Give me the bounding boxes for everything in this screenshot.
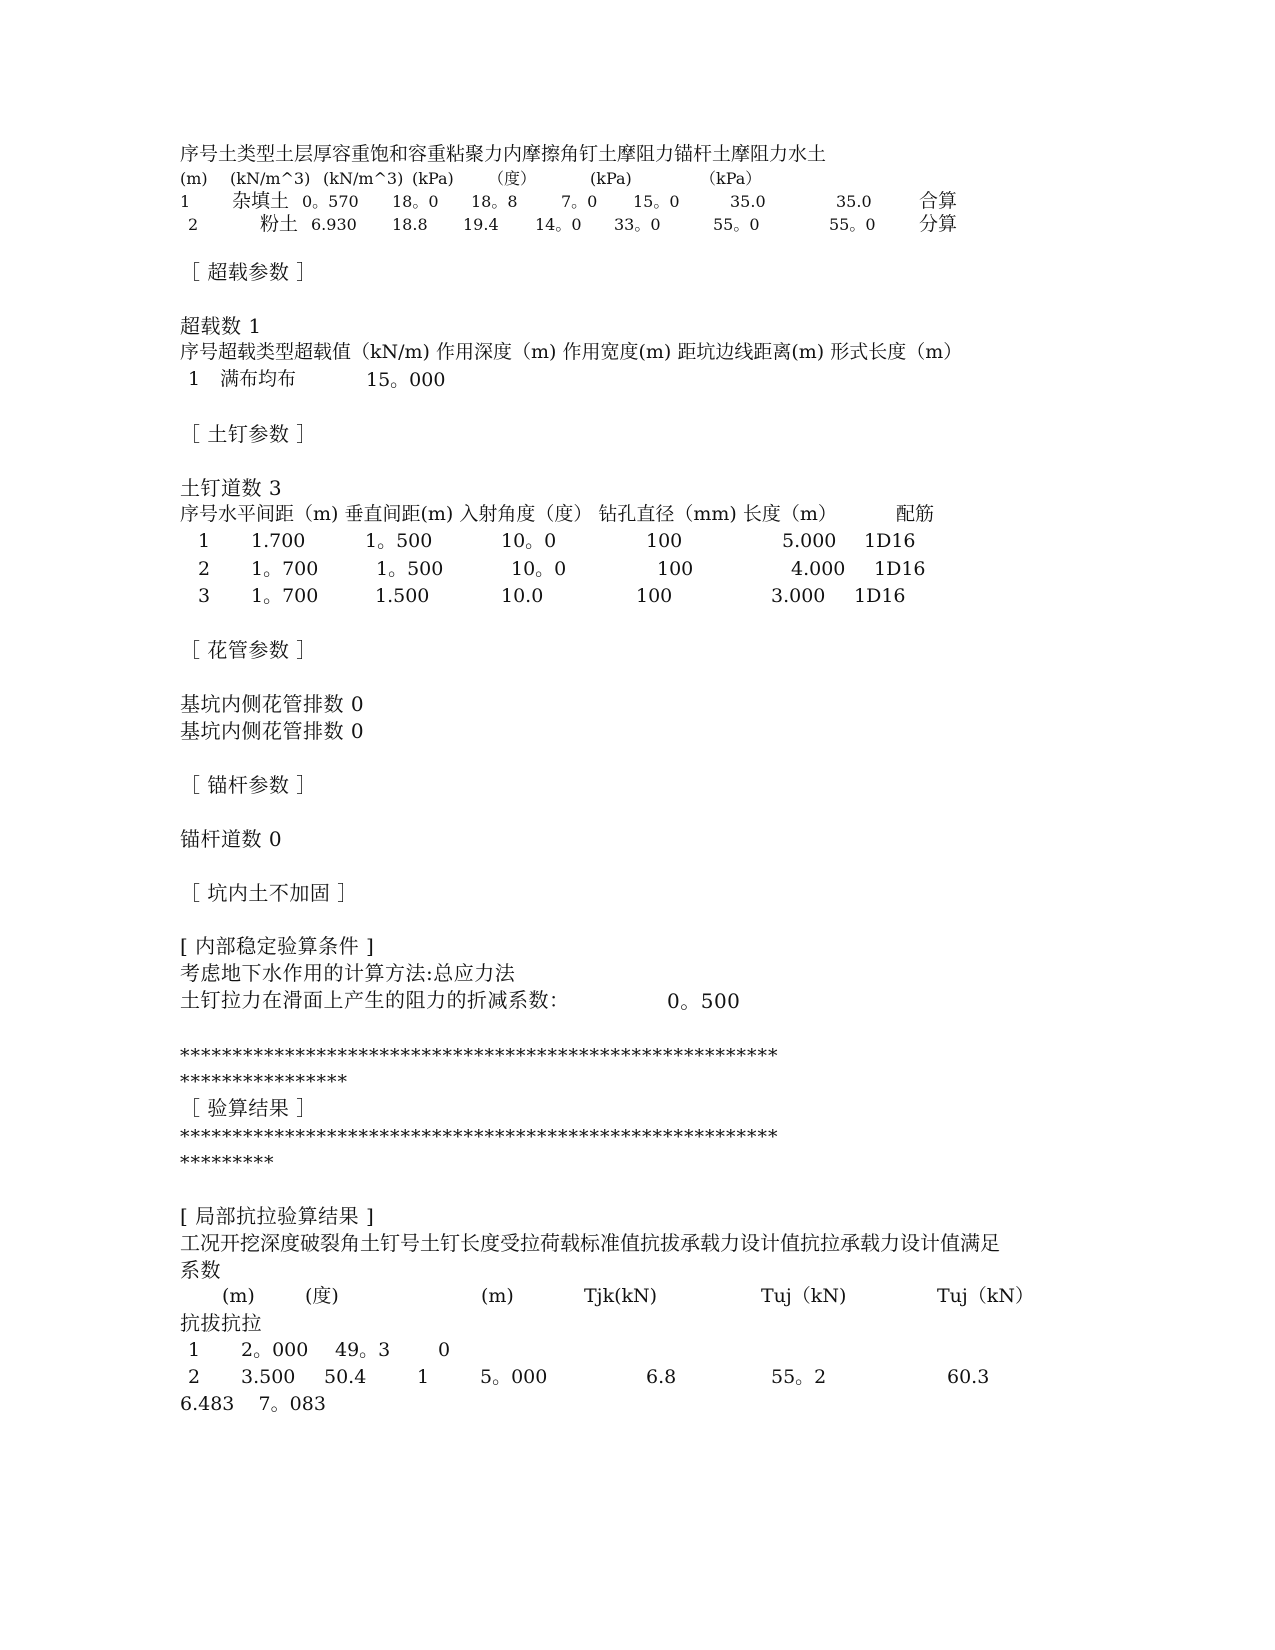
soil-cell: 粉土 <box>260 213 299 235</box>
soil-cell: 0。570 <box>302 192 359 211</box>
nail-cell: 1。500 <box>365 530 433 552</box>
local-cell: 49。3 <box>335 1339 391 1361</box>
local-cell: 3.500 <box>241 1366 296 1388</box>
nail-cell: 100 <box>646 530 683 552</box>
stars-divider: ********************************************************* <box>180 1047 779 1066</box>
local-cell: 0 <box>438 1339 451 1361</box>
local-unit: Tuj（kN) <box>761 1285 847 1307</box>
surcharge-table-header: 序号超载类型超载值（kN/m) 作用深度（m) 作用宽度(m) 距坑边线距离(m) 形式长度（m） <box>180 341 963 363</box>
local-table-header-sub: 抗拔抗拉 <box>180 1311 262 1335</box>
soil-cell: 杂填土 <box>232 190 290 212</box>
local-unit: (m) <box>222 1285 255 1307</box>
nail-cell: 10。0 <box>511 558 567 580</box>
pit-soil-heading: ［ 坑内土不加固 ］ <box>180 881 358 905</box>
nail-cell: 4.000 <box>791 558 846 580</box>
local-cell: 6.8 <box>646 1366 677 1388</box>
nail-heading: ［ 土钉参数 ］ <box>180 422 317 446</box>
stability-reduction-value: 0。500 <box>667 989 741 1013</box>
nail-cell: 1。700 <box>251 558 319 580</box>
anchor-count: 锚杆道数 0 <box>180 827 283 851</box>
nail-cell: 100 <box>657 558 694 580</box>
nail-cell: 1.700 <box>251 530 306 552</box>
stability-heading: [ 内部稳定验算条件 ] <box>180 934 375 958</box>
soil-cell: 7。0 <box>561 192 598 211</box>
stability-method: 考虑地下水作用的计算方法:总应力法 <box>180 961 516 985</box>
soil-cell: 1 <box>180 192 191 211</box>
local-cell: 2 <box>188 1366 201 1388</box>
stars-divider: ********************************************************* <box>180 1128 779 1147</box>
soil-unit: (kPa) <box>412 169 454 188</box>
surcharge-heading: ［ 超载参数 ］ <box>180 260 317 284</box>
soil-cell: 35.0 <box>730 192 766 211</box>
soil-cell: 35.0 <box>836 192 872 211</box>
local-cell: 1 <box>188 1339 201 1361</box>
local-heading: [ 局部抗拉验算结果 ] <box>180 1204 375 1228</box>
soil-cell: 19.4 <box>463 215 499 234</box>
nail-cell: 10。0 <box>501 530 557 552</box>
soil-cell: 33。0 <box>614 215 661 234</box>
nail-cell: 10.0 <box>501 585 544 607</box>
stability-reduction-label: 土钉拉力在滑面上产生的阻力的折减系数： <box>180 988 570 1012</box>
pipe-heading: ［ 花管参数 ］ <box>180 638 317 662</box>
surcharge-cell: 1 <box>188 368 201 390</box>
results-heading: ［ 验算结果 ］ <box>180 1096 317 1120</box>
soil-cell: 合算 <box>919 190 958 212</box>
soil-unit: (kPa) <box>590 169 632 188</box>
nail-cell: 1 <box>198 530 211 552</box>
anchor-heading: ［ 锚杆参数 ］ <box>180 773 317 797</box>
soil-cell: 18。8 <box>471 192 518 211</box>
nail-cell: 1。500 <box>376 558 444 580</box>
nail-table-header-rebar: 配筋 <box>896 503 935 525</box>
soil-cell: 55。0 <box>713 215 760 234</box>
soil-unit: （度） <box>488 169 537 188</box>
soil-cell: 18。0 <box>392 192 439 211</box>
soil-unit: (m) <box>180 169 208 188</box>
nail-table-header: 序号水平间距（m) 垂直间距(m) 入射角度（度） 钻孔直径（mm) 长度（m） <box>180 503 837 525</box>
nail-cell: 5.000 <box>782 530 837 552</box>
local-unit: Tuj（kN） <box>937 1285 1034 1307</box>
soil-cell: 分算 <box>919 213 958 235</box>
soil-cell: 18.8 <box>392 215 428 234</box>
local-cell: 55。2 <box>771 1366 827 1388</box>
local-row-tail: 6.483 7。083 <box>180 1393 326 1415</box>
nail-cell: 1D16 <box>874 558 926 580</box>
soil-cell: 14。0 <box>535 215 582 234</box>
nail-cell: 2 <box>198 558 211 580</box>
soil-unit: (kN/m^3) <box>230 169 311 188</box>
nail-cell: 1D16 <box>854 585 906 607</box>
soil-cell: 2 <box>188 215 199 234</box>
local-table-header-cont: 系数 <box>180 1258 221 1282</box>
nail-cell: 3 <box>198 585 211 607</box>
surcharge-cell: 满布均布 <box>220 368 297 390</box>
nail-cell: 100 <box>636 585 673 607</box>
nail-cell: 3.000 <box>771 585 826 607</box>
surcharge-cell: 15。000 <box>366 369 446 391</box>
nail-cell: 1。700 <box>251 585 319 607</box>
local-cell: 5。000 <box>480 1366 548 1388</box>
local-unit: (度) <box>305 1285 339 1307</box>
nail-cell: 1.500 <box>375 585 430 607</box>
stars-divider: **************** <box>180 1071 348 1093</box>
soil-unit: (kN/m^3) <box>323 169 404 188</box>
soil-cell: 55。0 <box>829 215 876 234</box>
surcharge-count: 超载数 1 <box>180 314 262 338</box>
local-unit: Tjk(kN) <box>584 1285 658 1307</box>
local-cell: 2。000 <box>241 1339 309 1361</box>
local-table-header: 工况开挖深度破裂角土钉号土钉长度受拉荷载标准值抗拔承载力设计值抗拉承载力设计值满足 <box>180 1231 1000 1255</box>
stars-divider: ********* <box>180 1152 275 1174</box>
soil-unit: （kPa） <box>700 169 762 188</box>
nail-count: 土钉道数 3 <box>180 476 283 500</box>
soil-table-header: 序号土类型土层厚容重饱和容重粘聚力内摩擦角钉土摩阻力锚杆土摩阻力水土 <box>180 143 827 165</box>
local-cell: 60.3 <box>947 1366 990 1388</box>
nail-cell: 1D16 <box>864 530 916 552</box>
local-cell: 50.4 <box>324 1366 367 1388</box>
soil-cell: 15。0 <box>633 192 680 211</box>
pipe-line: 基坑内侧花管排数 0 <box>180 719 365 743</box>
local-cell: 1 <box>417 1366 430 1388</box>
local-unit: (m) <box>481 1285 514 1307</box>
pipe-line: 基坑内侧花管排数 0 <box>180 692 365 716</box>
soil-cell: 6.930 <box>311 215 357 234</box>
